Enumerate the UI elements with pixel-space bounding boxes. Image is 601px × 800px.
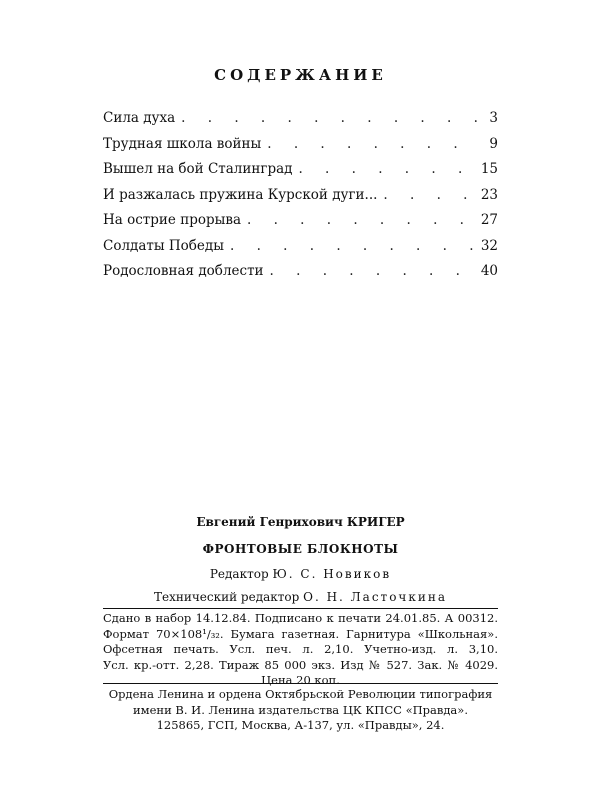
tech-editor-name: О. Н. Ласточкина: [303, 590, 448, 604]
editor-label: Редактор: [209, 567, 269, 581]
toc-entry: [103, 110, 498, 136]
toc-entry-page: 27: [480, 212, 498, 228]
tech-editor-credit: [0, 590, 601, 604]
toc-entry-title: И разжалась пружина Курской дуги...: [103, 186, 378, 203]
publication-line: Формат 70×108¹/₃₂. Бумага газетная. Гарнитура «Школьная».: [103, 626, 498, 641]
toc-entry: [103, 187, 498, 213]
toc-entry: [103, 238, 498, 264]
table-of-contents: [103, 110, 498, 289]
toc-entry-page: 9: [489, 135, 498, 152]
toc-leader-dots: [383, 187, 474, 203]
publication-details: [103, 611, 498, 689]
toc-leader-dots: [181, 110, 478, 126]
editor-credit: [0, 567, 601, 581]
toc-entry-title: Вышел на бой Сталинград: [103, 161, 293, 177]
toc-leader-dots: [267, 136, 478, 152]
publication-line: Сдано в набор 14.12.84. Подписано к печати 24.01.85. А 00312.: [103, 611, 498, 625]
printer-line: 125865, ГСП, Москва, А-137, ул. «Правды», 24.: [156, 718, 445, 732]
toc-entry-page: 40: [480, 263, 498, 279]
toc-heading: СОДЕРЖАНИЕ: [214, 66, 387, 84]
editor-name: Ю. С. Новиков: [272, 567, 392, 581]
toc-entry-page: 15: [480, 161, 498, 177]
printer-line: Ордена Ленина и ордена Октябрьской Революции типография: [108, 687, 493, 701]
book-title: ФРОНТОВЫЕ БЛОКНОТЫ: [202, 542, 399, 556]
publication-line: Усл. кр.-отт. 2,28. Тираж 85 000 экз. Изд № 527. Зак. № 4029.: [103, 657, 498, 672]
toc-entry-title: Трудная школа войны: [103, 135, 262, 152]
toc-entry-page: 23: [480, 186, 498, 203]
toc-entry-page: 32: [480, 237, 498, 254]
toc-entry-title: На острие прорыва: [103, 212, 241, 228]
toc-entry-title: Сила духа: [103, 110, 176, 126]
publication-line: Офсетная печать. Усл. печ. л. 2,10. Учетно-изд. л. 3,10.: [103, 642, 498, 656]
divider: [103, 683, 498, 684]
author-name: Евгений Генрихович КРИГЕР: [196, 515, 405, 529]
toc-leader-dots: [298, 161, 474, 177]
divider: [103, 608, 498, 609]
price: Цена 20 коп.: [261, 673, 340, 687]
toc-entry-title: Солдаты Победы: [103, 237, 224, 254]
toc-leader-dots: [230, 238, 475, 254]
printer-details: [103, 687, 498, 734]
tech-editor-label: Технический редактор: [153, 590, 300, 604]
printer-line: имени В. И. Ленина издательства ЦК КПСС «Правда».: [133, 702, 468, 717]
toc-entry: [103, 161, 498, 187]
toc-leader-dots: [270, 263, 475, 279]
toc-leader-dots: [247, 212, 475, 228]
toc-entry: [103, 212, 498, 238]
toc-entry-page: 3: [489, 110, 498, 126]
toc-entry-title: Родословная доблести: [103, 263, 264, 279]
toc-entry: [103, 136, 498, 162]
toc-entry: [103, 263, 498, 289]
